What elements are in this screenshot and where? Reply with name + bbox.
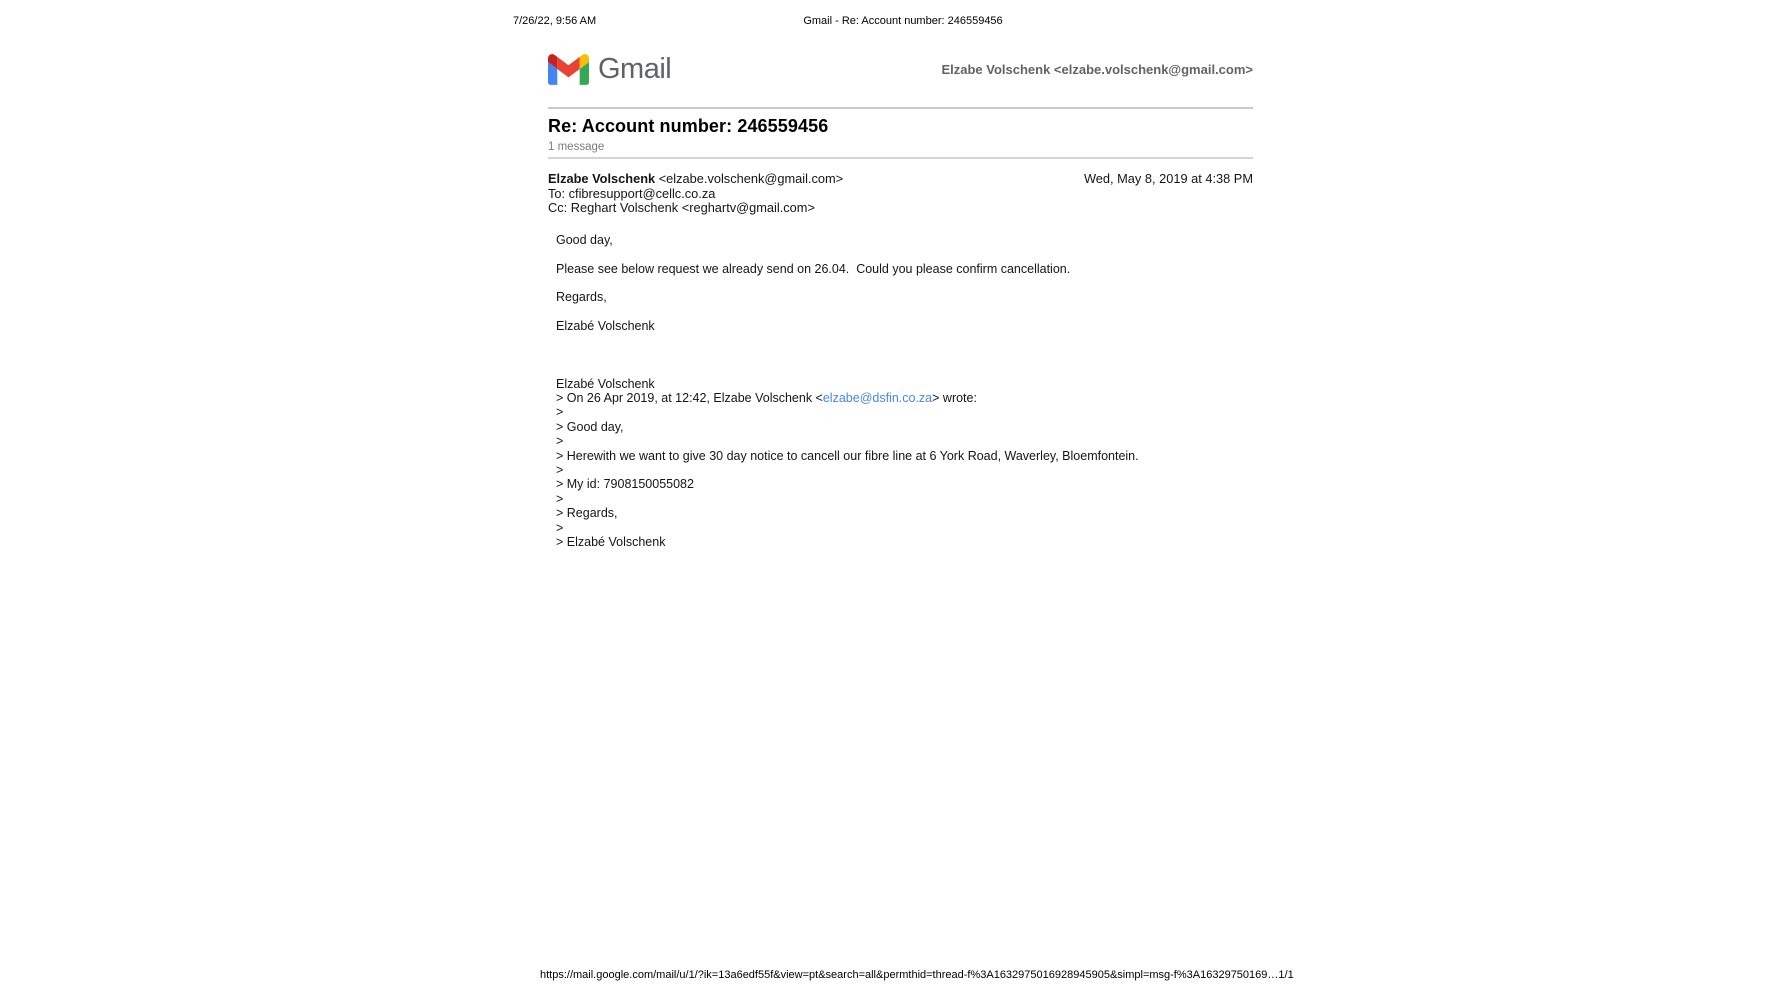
from-name: Elzabe Volschenk <box>548 171 656 186</box>
quoted-intro-line <box>556 391 1253 405</box>
quoted-line: > Regards, <box>556 506 618 521</box>
print-page-title: Gmail - Re: Account number: 246559456 <box>803 15 1003 27</box>
quoted-line: > My id: 7908150055082 <box>556 477 694 492</box>
quoted-line: > <box>556 520 564 535</box>
quoted-intro-post: > wrote: <box>932 391 977 406</box>
print-header <box>513 15 1293 29</box>
message-header <box>548 172 1253 216</box>
message-count: 1 message <box>548 141 605 153</box>
account-owner-email: Elzabe Volschenk <elzabe.volschenk@gmail.com> <box>941 61 1253 77</box>
body-line: Please see below request we already send on 26.04. Could you please confirm cancellation. <box>556 261 1071 276</box>
body-line <box>556 348 1253 362</box>
message-recipients <box>548 172 843 216</box>
quoted-line: > <box>556 463 564 478</box>
message-body <box>556 233 1253 550</box>
quoted-line: > <box>556 491 564 506</box>
gmail-logo <box>548 53 671 86</box>
print-footer-url: https://mail.google.com/mail/u/1/?ik=13a6edf55f&view=pt&search=all&permthid=thread-f%3A1632975016928945905&simpl=msg-f%3A16329750169… <box>540 969 1279 981</box>
from-line <box>548 172 843 187</box>
quoted-line: > Herewith we want to give 30 day notice to cancell our fibre line at 6 York Road, Waverley, Bloemfontein. <box>556 448 1139 463</box>
gmail-m-icon <box>548 54 589 85</box>
body-line <box>556 362 1253 376</box>
body-line <box>556 305 1253 319</box>
email-subject: Re: Account number: 246559456 <box>548 116 829 136</box>
body-line <box>556 247 1253 261</box>
body-line: Regards, <box>556 290 607 305</box>
sender-email-link[interactable]: elzabe@dsfin.co.za <box>822 391 933 406</box>
quoted-line: > Elzabé Volschenk <box>556 534 666 549</box>
body-line <box>556 276 1253 290</box>
quoted-line: > <box>556 405 564 420</box>
quoted-intro-pre: > On 26 Apr 2019, at 12:42, Elzabe Volschenk < <box>556 391 823 406</box>
body-line: Good day, <box>556 232 613 247</box>
gmail-wordmark: Gmail <box>598 52 672 85</box>
message-date: Wed, May 8, 2019 at 4:38 PM <box>1083 171 1253 186</box>
header-divider <box>548 107 1253 109</box>
body-line <box>556 334 1253 348</box>
body-line-signature: Elzabé Volschenk <box>556 376 655 391</box>
gmail-brand-row <box>548 50 1253 88</box>
from-email: <elzabe.volschenk@gmail.com> <box>655 171 844 186</box>
quoted-line: > Good day, <box>556 419 624 434</box>
print-page-indicator: 1/1 <box>1278 969 1294 981</box>
print-timestamp: 7/26/22, 9:56 AM <box>513 15 597 27</box>
body-line: Elzabé Volschenk <box>556 319 655 334</box>
print-footer <box>540 969 1294 981</box>
subject-divider <box>548 157 1253 159</box>
printed-email-page <box>548 50 1253 549</box>
quoted-line: > <box>556 434 564 449</box>
cc-line: Cc: Reghart Volschenk <reghartv@gmail.com> <box>548 200 815 216</box>
to-line: To: cfibresupport@cellc.co.za <box>548 185 716 201</box>
